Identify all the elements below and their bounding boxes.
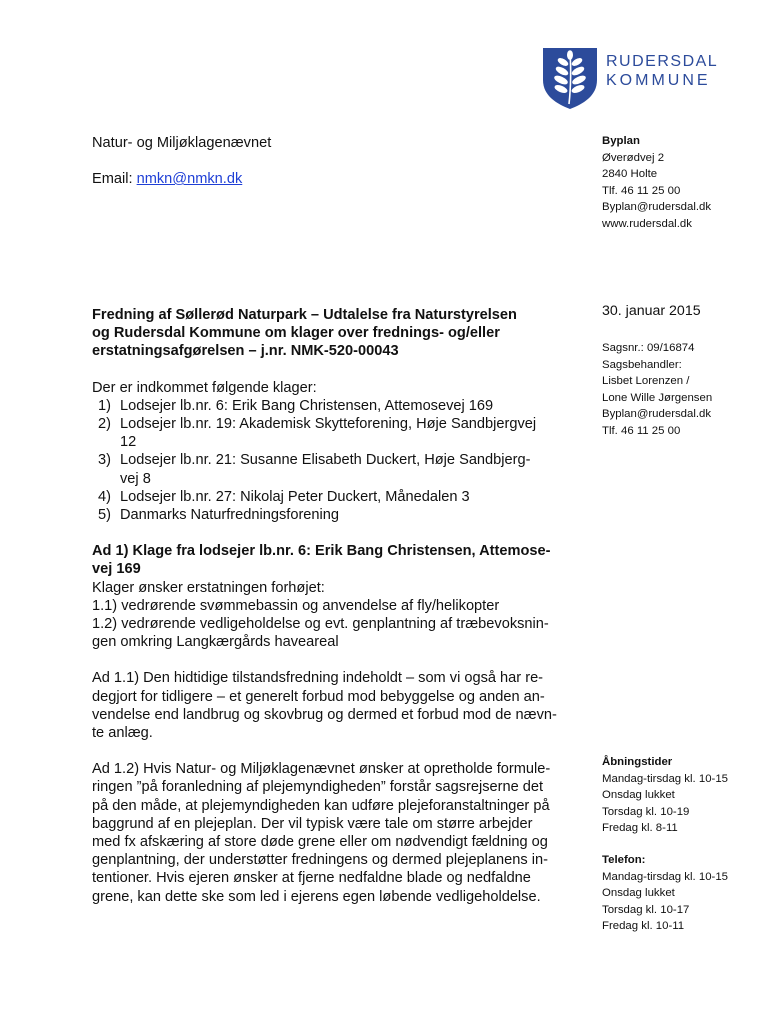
list-item: 2) Lodsejer lb.nr. 19: Akademisk Skytteforening, Høje Sandbjergvej 12 <box>98 416 537 451</box>
sender-block <box>602 133 711 233</box>
opening-line: Torsdag kl. 10-19 <box>602 805 690 818</box>
phone-hours <box>602 852 728 935</box>
recipient-email-line <box>92 170 242 188</box>
logo-wordmark <box>606 52 718 90</box>
section-text: Klager ønsker erstatningen forhøjet: 1.1) vedrørende svømmebassin og anvendelse af fly/helikopter 1.2) vedrørende vedligeholdelse og evt. genplantning af træbevoksnin- gen omkring Langkærgårds haveareal <box>92 579 549 651</box>
list-item: 3) Lodsejer lb.nr. 21: Susanne Elisabeth Duckert, Høje Sandbjerg- vej 8 <box>98 452 531 487</box>
phone-line: Onsdag lukket <box>602 887 675 900</box>
opening-heading: Åbningstider <box>602 756 673 768</box>
letter-body <box>92 306 562 906</box>
intro-text: Der er indkommet følgende klager: <box>92 379 317 396</box>
phone-heading: Telefon: <box>602 854 646 866</box>
sender-city: 2840 Holte <box>602 168 658 181</box>
sender-phone: Tlf. 46 11 25 00 <box>602 184 681 197</box>
sender-dept: Byplan <box>602 135 640 147</box>
opening-line: Mandag-tirsdag kl. 10-15 <box>602 772 728 785</box>
title-line: og Rudersdal Kommune om klager over frednings- og/eller <box>92 325 500 342</box>
case-handler-label: Sagsbehandler: <box>602 358 682 371</box>
title-line: erstatningsafgørelsen – j.nr. NMK-520-00043 <box>92 343 399 360</box>
section-heading: Ad 1) Klage fra lodsejer lb.nr. 6: Erik Bang Christensen, Attemose- vej 169 <box>92 543 551 578</box>
case-phone: Tlf. 46 11 25 00 <box>602 424 681 437</box>
phone-line: Fredag kl. 10-11 <box>602 920 685 933</box>
opening-line: Fredag kl. 8-11 <box>602 822 678 835</box>
letter-date: 30. januar 2015 <box>602 303 701 319</box>
case-email: Byplan@rudersdal.dk <box>602 408 712 421</box>
complaints-list <box>92 397 562 524</box>
paragraph-ad-1-2: Ad 1.2) Hvis Natur- og Miljøklagenævnet ønsker at opretholde formule- ringen ”på foranledning af plejemyndigheden” forstår sagsrejserne det på den måde, at plejemyndigheden kan udføre plejeforanstaltninger på baggrund af en plejeplan. Der vil typisk være tale om større arbejder med fx afskæring af store døde grene eller om nødvendigt fældning og genplantning, der understøtter fredningens og dermed plejeplanens in- tentioner. Hvis ejeren ønsker at fjerne nedfaldne blade og nedfaldne grene, kan dette ske som led i ejerens egen løbende vedligeholdelse. <box>92 761 551 905</box>
letter-title <box>92 306 562 361</box>
sender-street: Øverødvej 2 <box>602 151 665 164</box>
sender-web: www.rudersdal.dk <box>602 217 692 230</box>
phone-line: Torsdag kl. 10-17 <box>602 903 690 916</box>
phone-line: Mandag-tirsdag kl. 10-15 <box>602 870 728 883</box>
list-item: 5) Danmarks Naturfredningsforening <box>98 507 340 524</box>
title-line: Fredning af Søllerød Naturpark – Udtalelse fra Naturstyrelsen <box>92 307 517 323</box>
list-item: 4) Lodsejer lb.nr. 27: Nikolaj Peter Duckert, Månedalen 3 <box>98 488 470 505</box>
case-block <box>602 340 712 440</box>
sender-email: Byplan@rudersdal.dk <box>602 201 712 214</box>
logo-line2: KOMMUNE <box>606 72 711 89</box>
rudersdal-shield-logo <box>541 46 599 110</box>
paragraph-ad-1-1: Ad 1.1) Den hidtidige tilstandsfredning indeholdt – som vi også har re- degjort for tidligere – et generelt forbud mod bebyggelse og anden an- vendelse end landbrug og skovbrug og dermed et forbud mod de nævn- te anlæg. <box>92 670 557 742</box>
recipient-name: Natur- og Miljøklagenævnet <box>92 135 272 151</box>
email-label: Email: <box>92 171 133 187</box>
case-number: Sagsnr.: 09/16874 <box>602 342 695 354</box>
case-handler-1: Lisbet Lorenzen / <box>602 375 690 388</box>
case-handler-2: Lone Wille Jørgensen <box>602 391 713 404</box>
opening-line: Onsdag lukket <box>602 789 675 802</box>
recipient-email-link[interactable]: nmkn@nmkn.dk <box>136 171 243 187</box>
list-item: 1) Lodsejer lb.nr. 6: Erik Bang Christensen, Attemosevej 169 <box>98 397 494 414</box>
opening-hours <box>602 754 728 837</box>
logo-line1: RUDERSDAL <box>606 53 719 70</box>
